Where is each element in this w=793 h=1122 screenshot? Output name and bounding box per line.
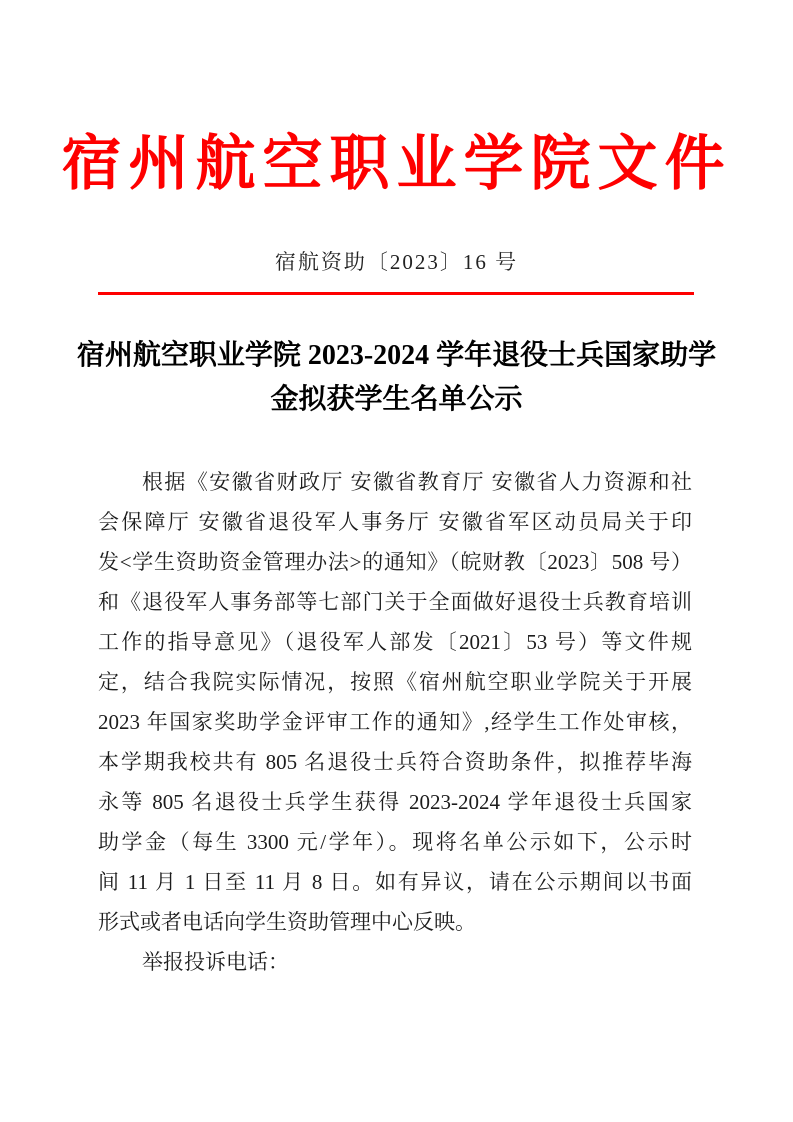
document-number: 宿航资助〔2023〕16 号 — [274, 250, 519, 274]
body-line: 形式或者电话向学生资助管理中心反映。 — [98, 910, 476, 934]
body-line: 本学期我校共有 805 名退役士兵符合资助条件，拟推荐毕海 — [98, 750, 692, 774]
body-line: 2023 年国家奖助学金评审工作的通知》,经学生工作处审核， — [98, 710, 692, 734]
body-line: 和《退役军人事务部等七部门关于全面做好退役士兵教育培训 — [98, 590, 692, 614]
body-line: 工作的指导意见》（退役军人部发〔2021〕53 号）等文件规 — [98, 630, 692, 654]
notice-title-line1: 宿州航空职业学院 2023-2024 学年退役士兵国家助学 — [76, 340, 717, 371]
body-line: 定，结合我院实际情况，按照《宿州航空职业学院关于开展 — [98, 670, 692, 694]
body-line: 举报投诉电话： — [142, 950, 289, 974]
notice-body — [98, 462, 692, 982]
body-line: 间 11 月 1 日至 11 月 8 日。如有异议，请在公示期间以书面 — [98, 870, 692, 894]
red-divider-line — [98, 292, 694, 295]
letterhead-title: 宿州航空职业学院文件 — [61, 131, 732, 197]
body-line: 根据《安徽省财政厅 安徽省教育厅 安徽省人力资源和社 — [142, 470, 692, 494]
notice-title — [60, 334, 733, 422]
body-line: 会保障厅 安徽省退役军人事务厅 安徽省军区动员局关于印 — [98, 510, 692, 534]
body-line: 永等 805 名退役士兵学生获得 2023-2024 学年退役士兵国家 — [98, 790, 692, 814]
body-line: 发<学生资助资金管理办法>的通知》（皖财教〔2023〕508 号） — [98, 550, 692, 574]
notice-title-line2: 金拟获学生名单公示 — [270, 384, 523, 415]
body-line: 助学金（每生 3300 元/学年）。现将名单公示如下，公示时 — [98, 830, 692, 854]
